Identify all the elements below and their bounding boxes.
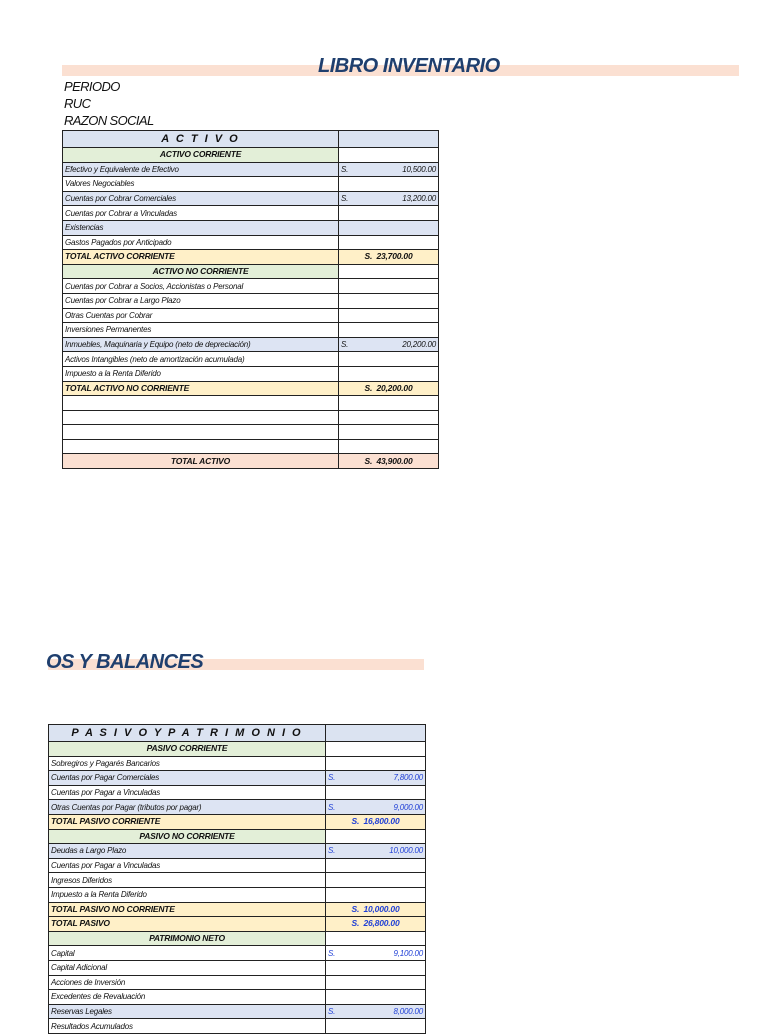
total-row: [63, 454, 439, 469]
row-label: Cuentas por Pagar Comerciales: [49, 771, 326, 786]
amount: 10,000.00: [389, 846, 423, 856]
row-value: [326, 800, 426, 815]
row-label: Capital Adicional: [49, 960, 326, 975]
row-label: Inmuebles, Maquinaria y Equipo (neto de depreciación): [63, 337, 339, 352]
row-value: [326, 946, 426, 961]
table-header-value: [339, 131, 439, 148]
row-label: Cuentas por Pagar a Vinculadas: [49, 858, 326, 873]
row-label: Excedentes de Revaluación: [49, 990, 326, 1005]
row-label: Activos Intangibles (neto de amortización acumulada): [63, 352, 339, 367]
row-value: [326, 931, 426, 946]
table-row: [63, 439, 439, 454]
page-title-1: LIBRO INVENTARIO: [318, 55, 500, 77]
pasivo-patrimonio-table: [48, 724, 426, 1034]
table-row: [63, 396, 439, 411]
row-value: [339, 220, 439, 235]
row-value: [326, 975, 426, 990]
row-label: Cuentas por Cobrar a Vinculadas: [63, 206, 339, 221]
row-value: [326, 858, 426, 873]
row-value: [339, 148, 439, 163]
table-row: [49, 785, 426, 800]
row-label: Gastos Pagados por Anticipado: [63, 235, 339, 250]
table-header-value: [326, 725, 426, 742]
amount: 8,000.00: [393, 1006, 423, 1016]
row-label: Resultados Acumulados: [49, 1019, 326, 1034]
activo-table: [62, 130, 439, 469]
currency-symbol: S.: [328, 773, 336, 783]
row-value: [339, 308, 439, 323]
table-row: [49, 990, 426, 1005]
row-label: TOTAL PASIVO NO CORRIENTE: [49, 902, 326, 917]
currency-symbol: S.: [341, 164, 349, 174]
table-row: [49, 960, 426, 975]
currency-symbol: S.: [328, 802, 336, 812]
row-label: Otras Cuentas por Cobrar: [63, 308, 339, 323]
row-label: Valores Negociables: [63, 177, 339, 192]
row-label: Cuentas por Cobrar a Largo Plazo: [63, 293, 339, 308]
row-value: [326, 873, 426, 888]
table-row: [63, 293, 439, 308]
row-label: [63, 439, 339, 454]
row-label: ACTIVO NO CORRIENTE: [63, 264, 339, 279]
row-value: [339, 337, 439, 352]
row-label: PATRIMONIO NETO: [49, 931, 326, 946]
row-label: Otras Cuentas por Pagar (tributos por pagar): [49, 800, 326, 815]
currency-symbol: S.: [351, 918, 360, 929]
row-label: Deudas a Largo Plazo: [49, 844, 326, 859]
row-value: [326, 785, 426, 800]
amount: 43,900.00: [376, 455, 413, 466]
row-label: Inversiones Permanentes: [63, 323, 339, 338]
row-label: Cuentas por Cobrar a Socios, Accionistas o Personal: [63, 279, 339, 294]
row-label: Existencias: [63, 220, 339, 235]
table-row: [49, 756, 426, 771]
section-row: [63, 148, 439, 163]
row-label: TOTAL ACTIVO CORRIENTE: [63, 250, 339, 265]
row-label: TOTAL ACTIVO NO CORRIENTE: [63, 381, 339, 396]
table-header: P A S I V O Y P A T R I M O N I O: [49, 725, 326, 742]
row-label: [63, 410, 339, 425]
row-label: Cuentas por Cobrar Comerciales: [63, 191, 339, 206]
row-value: [339, 162, 439, 177]
table-row: [63, 206, 439, 221]
total-row: [63, 381, 439, 396]
row-label: Capital: [49, 946, 326, 961]
table-row: [63, 308, 439, 323]
currency-symbol: S.: [341, 194, 349, 204]
label-razon-social: RAZON SOCIAL: [64, 113, 154, 128]
row-value: [339, 439, 439, 454]
total-row: [63, 250, 439, 265]
row-label: Reservas Legales: [49, 1004, 326, 1019]
table-row: [49, 771, 426, 786]
row-value: [326, 990, 426, 1005]
table-row: [63, 425, 439, 440]
row-value: [326, 756, 426, 771]
currency-symbol: S.: [328, 948, 336, 958]
table-row: [63, 191, 439, 206]
row-value: [339, 366, 439, 381]
row-label: Acciones de Inversión: [49, 975, 326, 990]
row-label: [63, 425, 339, 440]
page-title-2: OS Y BALANCES: [46, 651, 204, 673]
amount: 10,500.00: [402, 164, 436, 174]
amount: 9,000.00: [393, 802, 423, 812]
label-periodo: PERIODO: [64, 79, 120, 94]
amount: 20,200.00: [376, 382, 413, 393]
table-row: [63, 235, 439, 250]
currency-symbol: S.: [351, 816, 360, 827]
row-label: TOTAL PASIVO CORRIENTE: [49, 814, 326, 829]
row-value: [339, 425, 439, 440]
table-row: [49, 887, 426, 902]
currency-symbol: S.: [351, 903, 360, 914]
row-value: [326, 917, 426, 932]
table-row: [63, 177, 439, 192]
table-row: [63, 220, 439, 235]
table-row: [63, 337, 439, 352]
row-value: [326, 742, 426, 757]
row-value: [339, 191, 439, 206]
row-value: [326, 887, 426, 902]
amount: 10,000.00: [363, 903, 400, 914]
total-row: [49, 917, 426, 932]
total-row: [49, 814, 426, 829]
label-ruc: RUC: [64, 96, 91, 111]
row-value: [339, 293, 439, 308]
section-row: [49, 742, 426, 757]
row-value: [339, 410, 439, 425]
row-label: ACTIVO CORRIENTE: [63, 148, 339, 163]
total-row: [49, 902, 426, 917]
amount: 13,200.00: [402, 194, 436, 204]
row-value: [339, 396, 439, 411]
table-row: [63, 162, 439, 177]
row-label: Efectivo y Equivalente de Efectivo: [63, 162, 339, 177]
table-row: [63, 352, 439, 367]
row-value: [326, 771, 426, 786]
row-value: [326, 844, 426, 859]
row-label: TOTAL PASIVO: [49, 917, 326, 932]
section-row: [49, 829, 426, 844]
row-label: [63, 396, 339, 411]
currency-symbol: S.: [364, 455, 373, 466]
row-label: PASIVO NO CORRIENTE: [49, 829, 326, 844]
amount: 20,200.00: [402, 340, 436, 350]
table-row: [63, 366, 439, 381]
row-label: TOTAL ACTIVO: [63, 454, 339, 469]
row-value: [326, 960, 426, 975]
row-label: Cuentas por Pagar a Vinculadas: [49, 785, 326, 800]
row-value: [339, 323, 439, 338]
row-label: Impuesto a la Renta Diferido: [49, 887, 326, 902]
row-value: [339, 206, 439, 221]
row-value: [339, 177, 439, 192]
row-value: [326, 1019, 426, 1034]
row-value: [339, 352, 439, 367]
row-label: Sobregiros y Pagarés Bancarios: [49, 756, 326, 771]
amount: 26,800.00: [363, 918, 400, 929]
currency-symbol: S.: [328, 1006, 336, 1016]
currency-symbol: S.: [364, 251, 373, 262]
row-label: Impuesto a la Renta Diferido: [63, 366, 339, 381]
row-value: [339, 264, 439, 279]
row-value: [339, 279, 439, 294]
row-label: Ingresos Diferidos: [49, 873, 326, 888]
table-row: [63, 323, 439, 338]
amount: 16,800.00: [363, 816, 400, 827]
row-value: [339, 235, 439, 250]
table-row: [49, 800, 426, 815]
amount: 23,700.00: [376, 251, 413, 262]
table-header: A C T I V O: [63, 131, 339, 148]
table-row: [49, 1004, 426, 1019]
currency-symbol: S.: [328, 846, 336, 856]
row-value: [339, 381, 439, 396]
row-label: PASIVO CORRIENTE: [49, 742, 326, 757]
table-row: [49, 1019, 426, 1034]
row-value: [339, 454, 439, 469]
table-row: [49, 946, 426, 961]
section-row: [49, 931, 426, 946]
table-row: [49, 844, 426, 859]
table-row: [49, 975, 426, 990]
currency-symbol: S.: [364, 382, 373, 393]
row-value: [326, 829, 426, 844]
table-row: [49, 858, 426, 873]
amount: 9,100.00: [393, 948, 423, 958]
section-row: [63, 264, 439, 279]
row-value: [326, 902, 426, 917]
row-value: [339, 250, 439, 265]
row-value: [326, 814, 426, 829]
amount: 7,800.00: [393, 773, 423, 783]
currency-symbol: S.: [341, 340, 349, 350]
table-row: [63, 279, 439, 294]
table-row: [49, 873, 426, 888]
row-value: [326, 1004, 426, 1019]
table-row: [63, 410, 439, 425]
